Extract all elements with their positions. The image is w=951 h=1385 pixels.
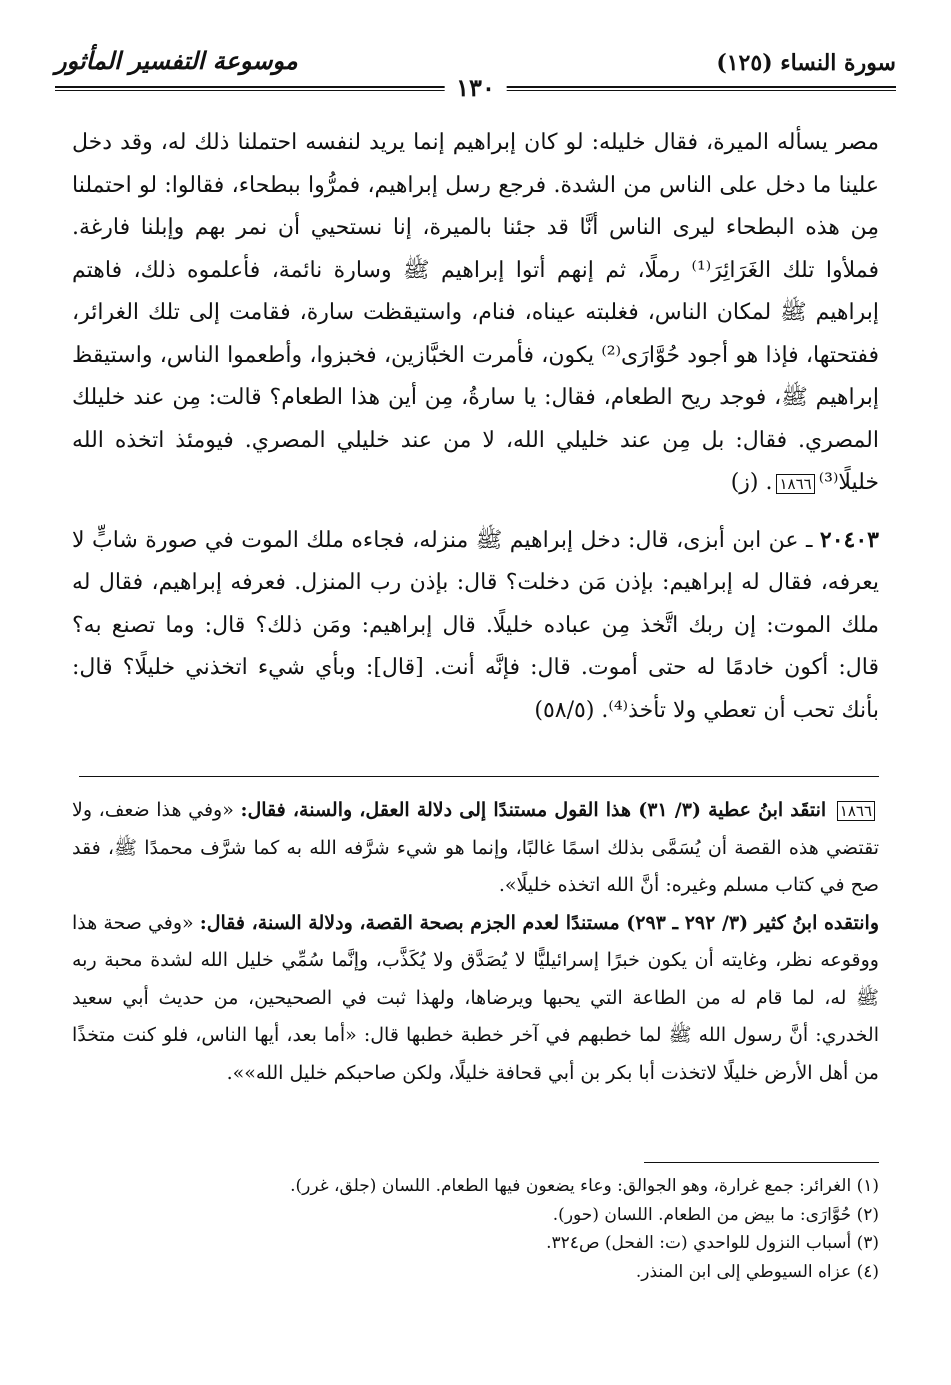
- footnotes: [72, 1172, 879, 1286]
- reference-box: ١٨٦٦: [776, 474, 814, 494]
- commentary-separator: [79, 776, 879, 777]
- commentary-2-heading: وانتقده ابنُ كثير (٣/ ٢٩٢ ـ ٢٩٣) مستندًا لعدم الجزم بصحة القصة، ودلالة السنة، فقال:: [199, 911, 879, 934]
- paragraph-1-text: مصر يسأله الميرة، فقال خليله: لو كان إبراهيم إنما يريد لنفسه احتملنا ذلك له، وقد دخل علينا ما دخل على الناس من الشدة. فرجع رسل إبراهيم، فمرُّوا ببطحاء، فقالوا: لو احتملنا مِن هذه البطحاء ليرى الناس أنَّا قد جئنا بالميرة، إنا نستحيي أن نمر بهم وإبلنا فارغة. فملأوا تلك الغَرَائِرَ⁽¹⁾ رملًا، ثم إنهم أتوا إبراهيم ﷺ وسارة نائمة، فأعلموه ذلك، فاهتم إبراهيم ﷺ لمكان الناس، فغلبته عيناه، فنام، واستيقظت سارة، فقامت إلى تلك الغرائر، ففتحتها، فإذا هو أجود حُوَّارَى⁽²⁾ يكون، فأمرت الخبَّازين، فخبزوا، وأطعموا الناس، واستيقظ إبراهيم ﷺ، فوجد ريح الطعام، فقال: يا سارةُ، مِن أين هذا الطعام؟ قالت: مِن عند خليلك المصري. فقال: بل مِن عند خليلي الله، لا من عند خليلي المصري. فيومئذ اتخذه الله خليلًا⁽³⁾: [72, 130, 879, 495]
- footnote-2: (٢) حُوَّارَى: ما بيض من الطعام. اللسان (حور).: [552, 1204, 879, 1225]
- commentary-2: [72, 905, 879, 1093]
- page-header: [55, 40, 896, 110]
- commentary-1: [72, 792, 879, 905]
- main-text: [72, 122, 879, 732]
- commentary-section: [72, 792, 879, 1092]
- footnote-1: (١) الغرائر: جمع غرارة، وهو الجوالق: وعاء يضعون فيها الطعام. اللسان (جلق، غرر).: [290, 1176, 879, 1196]
- commentary-1-heading: انتقَد ابنُ عطية (٣/ ٣١) هذا القول مستندًا إلى دلالة العقل، والسنة، فقال:: [240, 799, 827, 821]
- book-title: موسوعة التفسير المأثور: [55, 46, 298, 75]
- paragraph-2: [72, 519, 879, 733]
- page-number: ١٣٠: [444, 73, 507, 102]
- footnote-3: (٣) أسباب النزول للواحدي (ت: الفحل) ص٣٢٤.: [546, 1233, 879, 1253]
- surah-heading: سورة النساء (١٢٥): [716, 50, 896, 76]
- source-marker: . (ز): [730, 470, 773, 495]
- commentary-1-text: «وفي هذا ضعف، ولا تقتضي هذه القصة أن يُسَمَّى بذلك اسمًا غالبًا، وإنما هو شيء شرَّفه الله به كما شرَّف محمدًا ﷺ، فقد صح في كتاب مسلم وغيره: أنَّ الله اتخذه خليلًا».: [72, 799, 879, 896]
- commentary-reference-box: ١٨٦٦: [837, 801, 875, 821]
- commentary-2-text: «وفي صحة هذا ووقوعه نظر، وغايته أن يكون خبرًا إسرائيليًّا لا يُصَدَّق ولا يُكَذَّب، وإنَّما سُمِّي خليل الله لشدة محبة ربه ﷺ له، لما قام له من الطاعة التي يحبها ويرضاها، ولهذا ثبت في الصحيحين، من حديث أبي سعيد الخدري: أنَّ رسول الله ﷺ لما خطبهم في آخر خطبة خطبها قال: «أما بعد، أيها الناس، فلو كنت متخذًا من أهل الأرض خليلًا لاتخذت أبا بكر بن أبي قحافة خليلًا، ولكن صاحبكم خليل الله»».: [72, 911, 879, 1084]
- paragraph-2-text: ـ عن ابن أبزى، قال: دخل إبراهيم ﷺ منزله، فجاءه ملك الموت في صورة شابٍّ لا يعرفه، فقال له إبراهيم: بإذن مَن دخلت؟ قال: بإذن رب المنزل. فعرفه إبراهيم، فقال له ملك الموت: إن ربك اتَّخذ مِن عباده خليلًا. قال إبراهيم: ومَن ذلك؟ قال: وما تصنع به؟ قال: أكون خادمًا له حتى أموت. قال: فإنَّه أنت. [قال]: وبأي شيء اتخذني خليلًا؟ قال: بأنك تحب أن تعطي ولا تأخذ⁽⁴⁾. (٥٨/٥): [72, 527, 879, 723]
- footnote-separator: [644, 1162, 879, 1163]
- paragraph-1: [72, 122, 879, 505]
- footnote-4: (٤) عزاه السيوطي إلى ابن المنذر.: [635, 1261, 879, 1282]
- hadith-number: ٢٠٤٠٣: [819, 526, 879, 553]
